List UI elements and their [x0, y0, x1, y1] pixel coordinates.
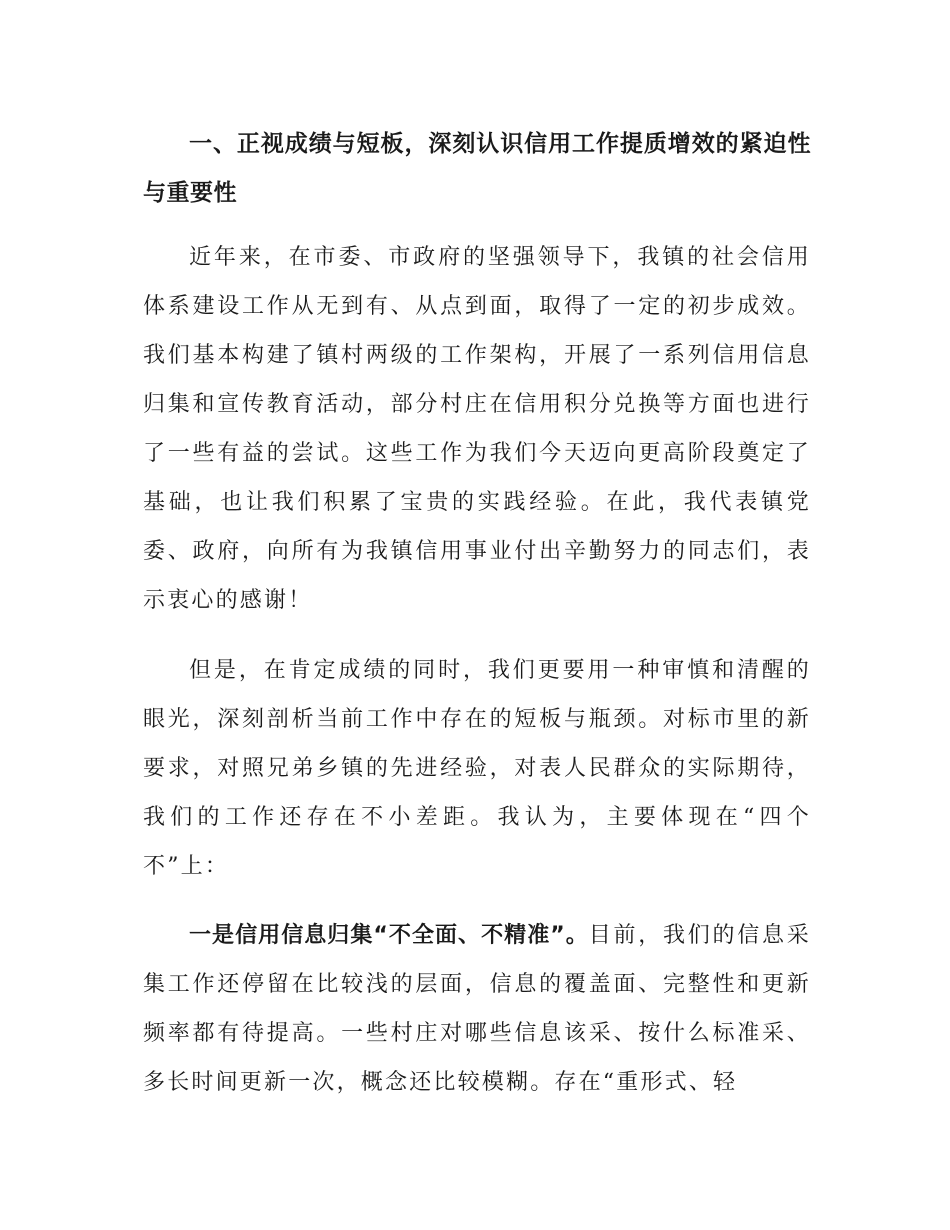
paragraph-point-one: [143, 911, 811, 1107]
paragraph-achievements: 近年来，在市委、市政府的坚强领导下，我镇的社会信用体系建设工作从无到有、从点到面，取得了一定的初步成效。我们基本构建了镇村两级的工作架构，开展了一系列信用信息归集和宣传教育活动，部分村庄在信用积分兑换等方面也进行了一些有益的尝试。这些工作为我们今天迈向更高阶段奠定了基础，也让我们积累了宝贵的实践经验。在此，我代表镇党委、政府，向所有为我镇信用事业付出辛勤努力的同志们，表示衷心的感谢！: [143, 245, 811, 613]
point-one-body: 目前，我们的信息采集工作还停留在比较浅的层面，信息的覆盖面、完整性和更新频率都有待提高。一些村庄对哪些信息该采、按什么标准采、多长时间更新一次，概念还比较模糊。存在“重形式、轻: [143, 923, 811, 1095]
point-one-lead: 一是信用信息归集“不全面、不精准”。: [189, 923, 589, 948]
section-heading: 一、正视成绩与短板，深刻认识信用工作提质增效的紧迫性与重要性: [143, 131, 811, 206]
paragraph-shortcomings: 但是，在肯定成绩的同时，我们更要用一种审慎和清醒的眼光，深刻剖析当前工作中存在的短板与瓶颈。对标市里的新要求，对照兄弟乡镇的先进经验，对表人民群众的实际期待，我们的工作还存在不小差距。我认为，主要体现在“四个不”上：: [143, 658, 811, 879]
